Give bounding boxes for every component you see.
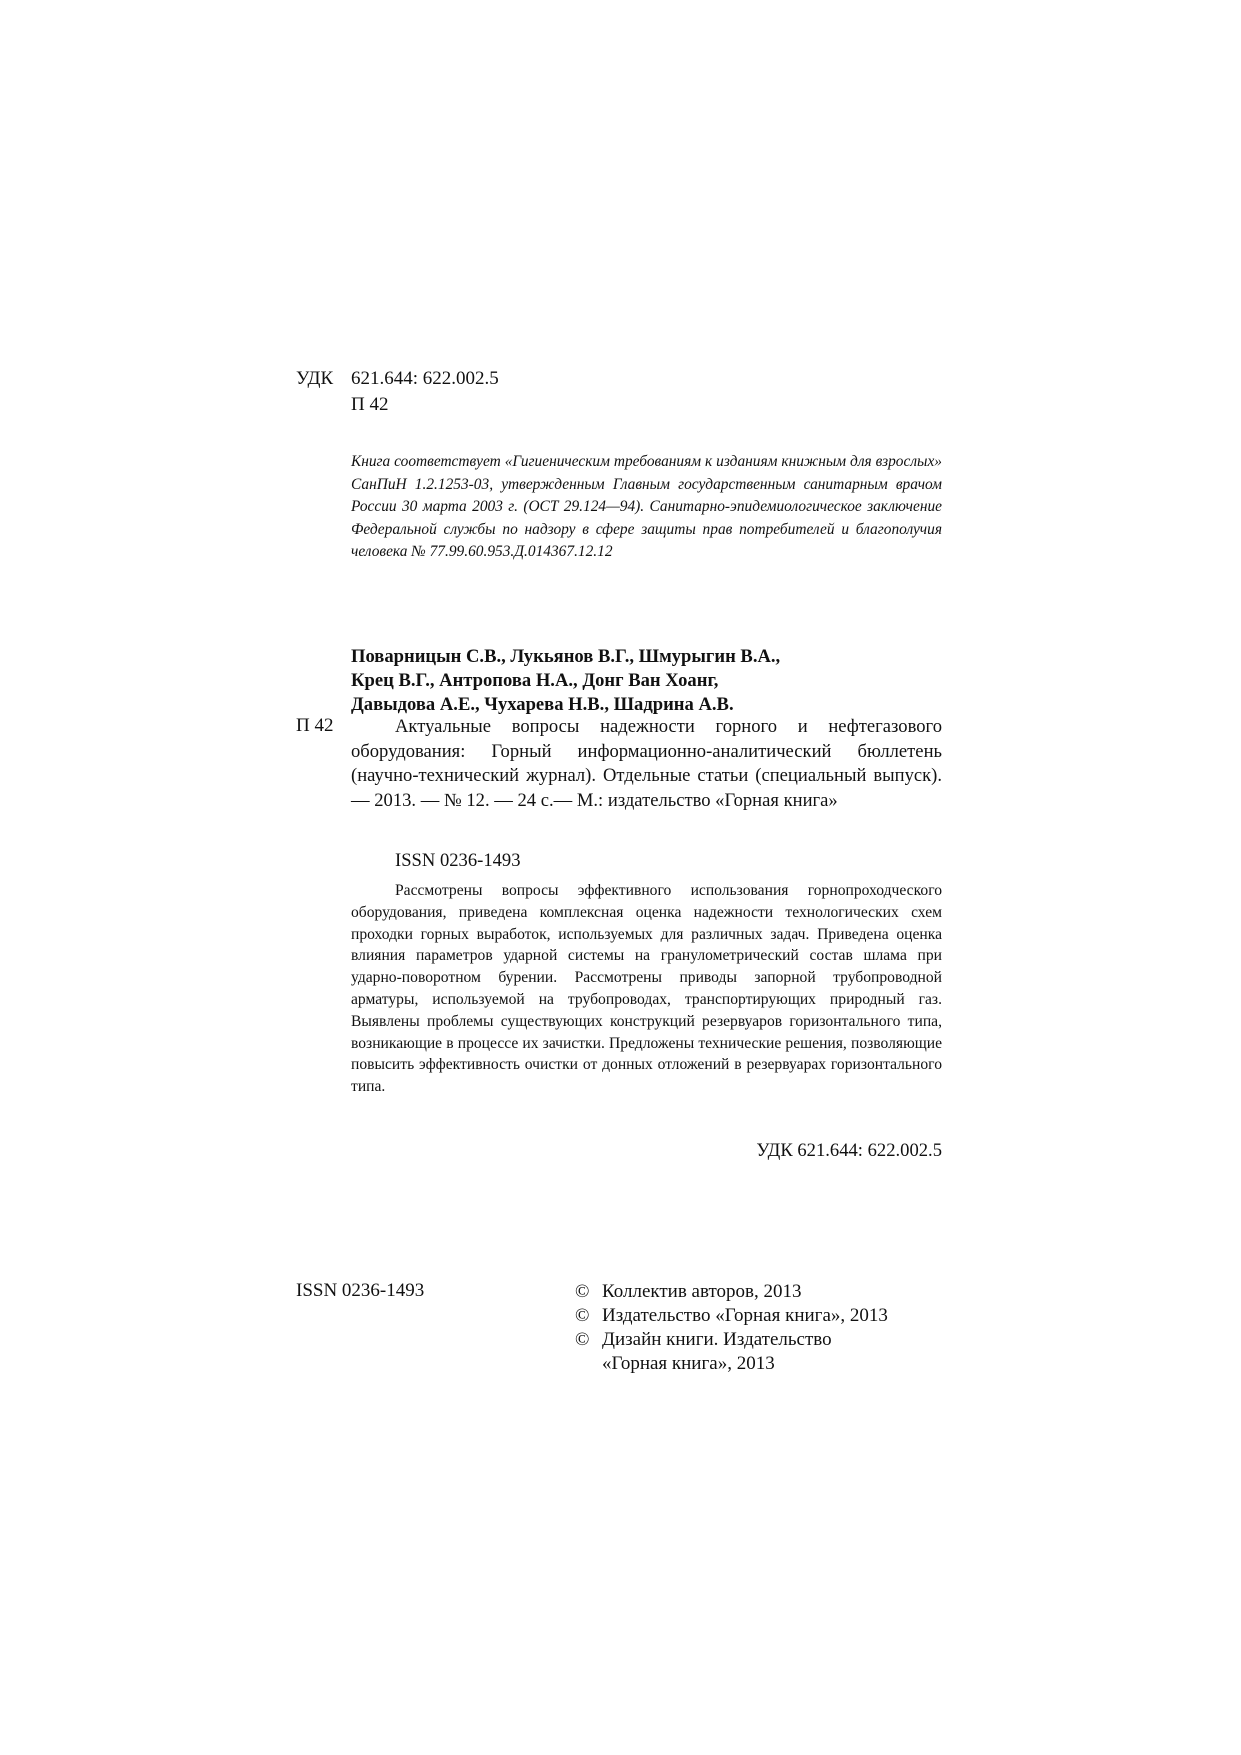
authors-line: Поварницын С.В., Лукьянов В.Г., Шмурыгин В.А.,	[351, 646, 781, 667]
hygiene-notice: Книга соответствует «Гигиеническим требованиям к изданиям книжным для взрослых» СанПиН 1.2.1253-03, утвержденным Главным государственным санитарным врачом России 30 марта 2003 г. (ОСТ 29.124—94). Санитарно-эпидемиологическое заключение Федеральной службы по надзору в сфере защиты прав потребителей и благополучия человека № 77.99.60.953.Д.014367.12.12	[351, 453, 942, 560]
annotation-text: Рассмотрены вопросы эффективного использования горнопроходческого оборудования, приведена комплексная оценка надежности технологических схем проходки горных выработок, используемых для различных задач. Приведена оценка влияния параметров ударной системы на гранулометрический состав шлама при ударно-поворотном бурении. Рассмотрены приводы запорной трубопроводной арматуры, используемой на трубопроводах, транспортирующих природный газ. Выявлены проблемы существующих конструкций резервуаров горизонтального типа, возникающие в процессе их зачистки. Предложены технические решения, позволяющие повысить эффективность очистки от донных отложений в резервуарах горизонтального типа.	[351, 882, 942, 1096]
copyright-icon: ©	[575, 1305, 590, 1326]
authors-list	[351, 645, 951, 717]
library-index: П 42	[351, 394, 389, 415]
copyright-text: Издательство «Горная книга», 2013	[602, 1305, 888, 1326]
copyright-line	[575, 1304, 975, 1328]
udk-bottom: УДК 621.644: 622.002.5	[756, 1140, 942, 1161]
copyright-icon: ©	[575, 1329, 590, 1350]
copyright-list	[575, 1280, 975, 1376]
issn-mid: ISSN 0236-1493	[395, 850, 521, 871]
copyright-text: Дизайн книги. Издательство «Горная книга», 2013	[602, 1329, 832, 1374]
authors-line: Крец В.Г., Антропова Н.А., Донг Ван Хоанг,	[351, 670, 719, 691]
bibliographic-description: Актуальные вопросы надежности горного и нефтегазового оборудования: Горный информационно-аналитический бюллетень (научно-технический журнал). Отдельные статьи (специальный выпуск). — 2013. — № 12. — 24 с.— М.: издательство «Горная книга»	[351, 716, 942, 811]
copyright-line	[575, 1280, 975, 1304]
udk-label: УДК	[296, 368, 334, 389]
copyright-icon: ©	[575, 1281, 590, 1302]
bibliographic-index: П 42	[296, 715, 334, 736]
udk-code: 621.644: 622.002.5	[351, 368, 499, 389]
authors-line: Давыдова А.Е., Чухарева Н.В., Шадрина А.В.	[351, 694, 734, 715]
copyright-text: Коллектив авторов, 2013	[602, 1281, 802, 1302]
issn-footer: ISSN 0236-1493	[296, 1280, 425, 1301]
copyright-line	[575, 1328, 862, 1376]
